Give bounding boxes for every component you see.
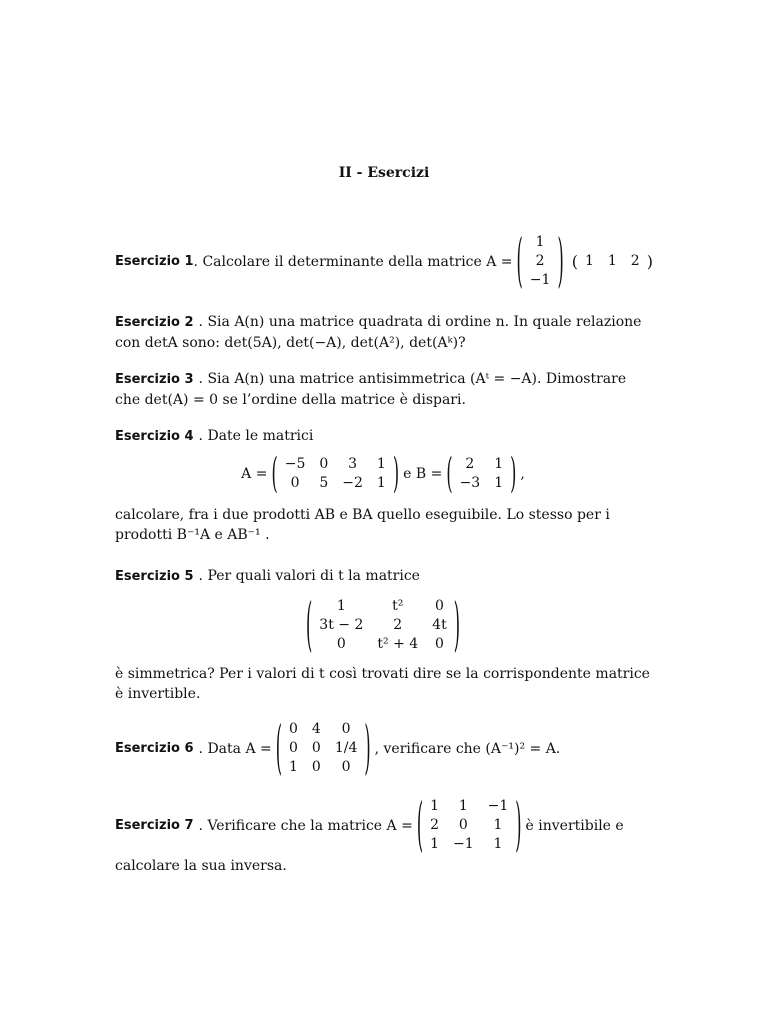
matrix-cell: 2 [630, 253, 640, 269]
exercise-label: Esercizio 2 [115, 315, 194, 330]
matrix-a: ( 1 1 −1 2 0 1 1 −1 1 ) [416, 789, 522, 858]
matrix-cell: 4t [432, 617, 447, 633]
exercise-4 [115, 426, 651, 545]
matrix-row [423, 816, 515, 835]
matrix-cell: 0 [288, 721, 298, 737]
exercise-suffix: è invertibile e [525, 817, 624, 834]
exercise-label: Esercizio 3 [115, 372, 194, 387]
matrix-row [282, 720, 364, 739]
exercise-label: Esercizio 7 [115, 817, 194, 833]
matrix-a: ( −5 0 3 1 0 5 −2 1 ) [271, 448, 400, 498]
matrix-cell: 3t − 2 [319, 617, 364, 633]
exercise-7 [115, 789, 651, 876]
matrix-row [578, 252, 647, 271]
matrix-cell: 0 [290, 475, 300, 491]
matrix-cell: 0 [311, 740, 321, 756]
matrix-cell: 0 [434, 598, 444, 614]
matrix-row [453, 455, 511, 474]
matrix-row [312, 597, 453, 616]
matrix-row [523, 252, 558, 271]
exercise-label: Esercizio 1 [115, 253, 194, 269]
exercise-label: Esercizio 5 [115, 569, 194, 584]
matrix-cell: 0 [319, 456, 329, 472]
matrix-row [278, 455, 393, 474]
exercise-text-line2: con detA sono: det(5A), det(−A), det(A²), det(Aᵏ)? [115, 335, 466, 351]
matrix-cell: 1 [584, 253, 594, 269]
matrix-b: ( 2 1 −3 1 ) [446, 448, 517, 498]
matrix-cell: −2 [342, 475, 363, 491]
exercise-intro: . Per quali valori di t la matrice [198, 568, 420, 584]
matrix-cell: 0 [341, 721, 351, 737]
matrix-b-prefix: e B = [403, 466, 443, 482]
matrix-row [282, 758, 364, 777]
matrix-cell: 2 [465, 456, 475, 472]
matrix-cell: t² [392, 598, 404, 614]
matrix-cell: 1 [336, 598, 346, 614]
matrix-cell: 1 [458, 798, 468, 814]
matrix-cell: 0 [434, 636, 444, 652]
exercise-1 [115, 225, 653, 294]
matrix-row [312, 616, 453, 635]
matrix-row [278, 474, 393, 493]
matrix-cell: 1 [288, 759, 298, 775]
matrix-cell: 0 [311, 759, 321, 775]
matrix-cell: 1 [493, 817, 503, 833]
row-vector: ( 1 1 2 ) [571, 251, 653, 271]
exercise-text-line2: prodotti B⁻¹A e AB⁻¹ . [115, 527, 270, 543]
matrix-cell: 1 [535, 234, 545, 250]
exercise-5 [115, 566, 651, 704]
exercise-label: Esercizio 6 [115, 740, 194, 756]
matrix-row [423, 797, 515, 816]
matrix-cell: 5 [319, 475, 329, 491]
matrix-cell: 0 [341, 759, 351, 775]
matrix-cell: −1 [487, 798, 509, 814]
matrix-cell: 1 [430, 836, 440, 852]
matrix-cell: −3 [459, 475, 481, 491]
matrix-cell: 2 [535, 253, 545, 269]
exercise-text-line1: è simmetrica? Per i valori di t così trovati dire se la corrispondente matrice [115, 666, 650, 682]
matrix-row [523, 271, 558, 290]
matrix-cell: −1 [453, 836, 474, 852]
exercise-text-line1: calcolare, fra i due prodotti AB e BA quello eseguibile. Lo stesso per i [115, 507, 610, 523]
exercise-text-line2: è invertible. [115, 686, 201, 702]
column-vector: ( 1 2 −1 ) [516, 225, 564, 294]
exercise-text: . Calcolare il determinante della matrice A = [193, 253, 513, 270]
matrix-row [312, 635, 453, 654]
matrix-cell: 0 [336, 636, 346, 652]
matrix-cell: 1 [376, 456, 386, 472]
matrix-a: ( 0 4 0 0 0 1/4 1 0 0 ) [275, 712, 371, 781]
matrix-row [282, 739, 364, 758]
exercise-intro: . Date le matrici [198, 428, 314, 444]
exercise-text-line1: . Sia A(n) una matrice quadrata di ordine n. In quale relazione [198, 314, 642, 330]
matrix-suffix: , [520, 466, 525, 482]
exercise-label: Esercizio 4 [115, 429, 194, 444]
exercise-prefix: . Data A = [198, 740, 272, 757]
matrix-cell: 1 [494, 475, 504, 491]
exercise-prefix: . Verificare che la matrice A = [198, 817, 413, 834]
matrix-cell: 1 [430, 798, 440, 814]
matrix-cell: −5 [284, 456, 306, 472]
matrix-cell: 1 [607, 253, 617, 269]
exercise-2 [115, 312, 651, 353]
matrix-a-prefix: A = [241, 466, 268, 482]
matrix-cell: 2 [430, 817, 440, 833]
matrix-row [453, 474, 511, 493]
page-title: II - Esercizi [338, 165, 430, 181]
matrix-cell: 3 [348, 456, 358, 472]
exercise-3 [115, 369, 651, 410]
exercise-text-line2: calcolare la sua inversa. [115, 858, 287, 874]
matrix-cell: 2 [393, 617, 403, 633]
exercise-6 [115, 712, 651, 781]
matrix-cell: t² + 4 [377, 636, 419, 652]
matrix-cell: 1 [493, 836, 503, 852]
matrix-cell: 4 [311, 721, 321, 737]
matrix-m: ( 1 t² 0 3t − 2 2 4t 0 t² + 4 0 ) [306, 589, 460, 658]
matrix-cell: 0 [458, 817, 468, 833]
matrix-cell: 1 [376, 475, 386, 491]
matrix-cell: 1/4 [334, 740, 358, 756]
matrix-row [523, 233, 558, 252]
matrix-cell: 0 [288, 740, 298, 756]
matrix-cell: −1 [529, 272, 551, 288]
exercise-text-line2: che det(A) = 0 se l’ordine della matrice è dispari. [115, 392, 466, 408]
exercise-text-line1: . Sia A(n) una matrice antisimmetrica (Aᵗ = −A). Dimostrare [198, 371, 627, 387]
matrix-cell: 1 [494, 456, 504, 472]
exercise-suffix: , verificare che (A⁻¹)² = A. [374, 740, 561, 757]
matrix-row [423, 835, 515, 854]
